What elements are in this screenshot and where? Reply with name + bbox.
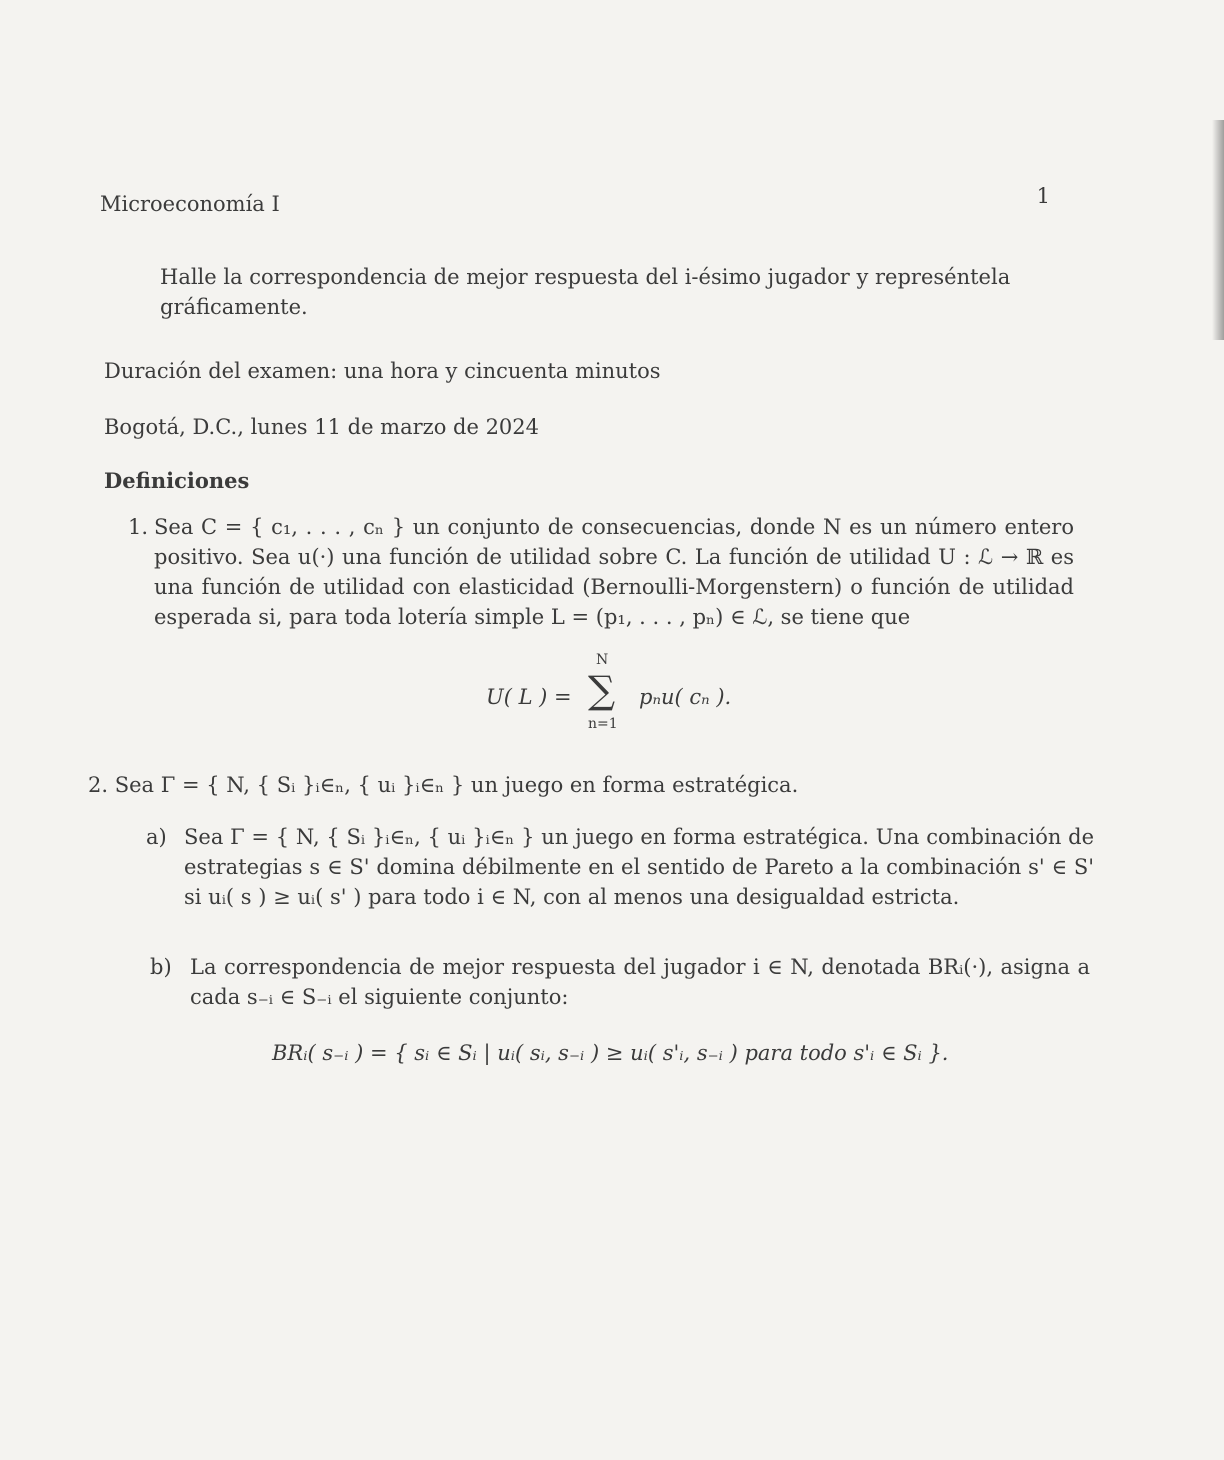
exam-duration: Duración del examen: una hora y cincuenta minutos <box>104 359 661 383</box>
page-header <box>100 184 1050 222</box>
sum-symbol: ∑ <box>588 668 616 712</box>
best-response-formula: BRᵢ( s₋ᵢ ) = { sᵢ ∈ Sᵢ | uᵢ( sᵢ, s₋ᵢ ) ≥ uᵢ( s'ᵢ, s₋ᵢ ) para todo s'ᵢ ∈ Sᵢ }. <box>272 1041 949 1065</box>
page-number: 1 <box>1036 184 1050 208</box>
scan-edge-shadow <box>1212 120 1224 340</box>
definition-1-number: 1. <box>128 515 149 539</box>
sum-lower-limit: n=1 <box>588 716 618 732</box>
intro-paragraph: Halle la correspondencia de mejor respuesta del i-ésimo jugador y represéntela gráficamente. <box>160 265 1011 319</box>
definition-2a-label: a) <box>146 825 167 849</box>
definition-1-text: Sea C = { c₁, . . . , cₙ } un conjunto de consecuencias, donde N es un número entero positivo. Sea u(·) una función de utilidad sobre C. La función de utilidad U : ℒ → ℝ es una función de utilidad con elasticidad (Bernoulli-Morgenstern) o función de utilidad esperada si, para toda lotería simple L = (p₁, . . . , pₙ) ∈ ℒ, se tiene que <box>154 515 1074 629</box>
definition-2a-text: Sea Γ = { N, { Sᵢ }ᵢ∈ₙ, { uᵢ }ᵢ∈ₙ } un juego en forma estratégica. Una combinación de estrategias s ∈ S' domina débilmente en el sentido de Pareto a la combinación s' ∈ S' si uᵢ( s ) ≥ uᵢ( s' ) para todo i ∈ N, con al menos una desigualdad estricta. <box>184 825 1094 909</box>
definition-2: 2. Sea Γ = { N, { Sᵢ }ᵢ∈ₙ, { uᵢ }ᵢ∈ₙ } un juego en forma estratégica. <box>88 773 799 797</box>
course-title: Microeconomía I <box>100 192 280 216</box>
formula-lhs: U( L ) = <box>486 685 572 709</box>
formula-rhs: pₙu( cₙ ). <box>639 685 732 709</box>
section-title: Definiciones <box>104 468 250 493</box>
exam-date: Bogotá, D.C., lunes 11 de marzo de 2024 <box>104 415 540 439</box>
expected-utility-formula <box>486 682 746 712</box>
definition-2b-label: b) <box>150 955 172 979</box>
definition-2b-text: La correspondencia de mejor respuesta del jugador i ∈ N, denotada BRᵢ(·), asigna a cada s₋ᵢ ∈ S₋ᵢ el siguiente conjunto: <box>190 955 1090 1009</box>
sum-upper-limit: N <box>596 652 609 668</box>
